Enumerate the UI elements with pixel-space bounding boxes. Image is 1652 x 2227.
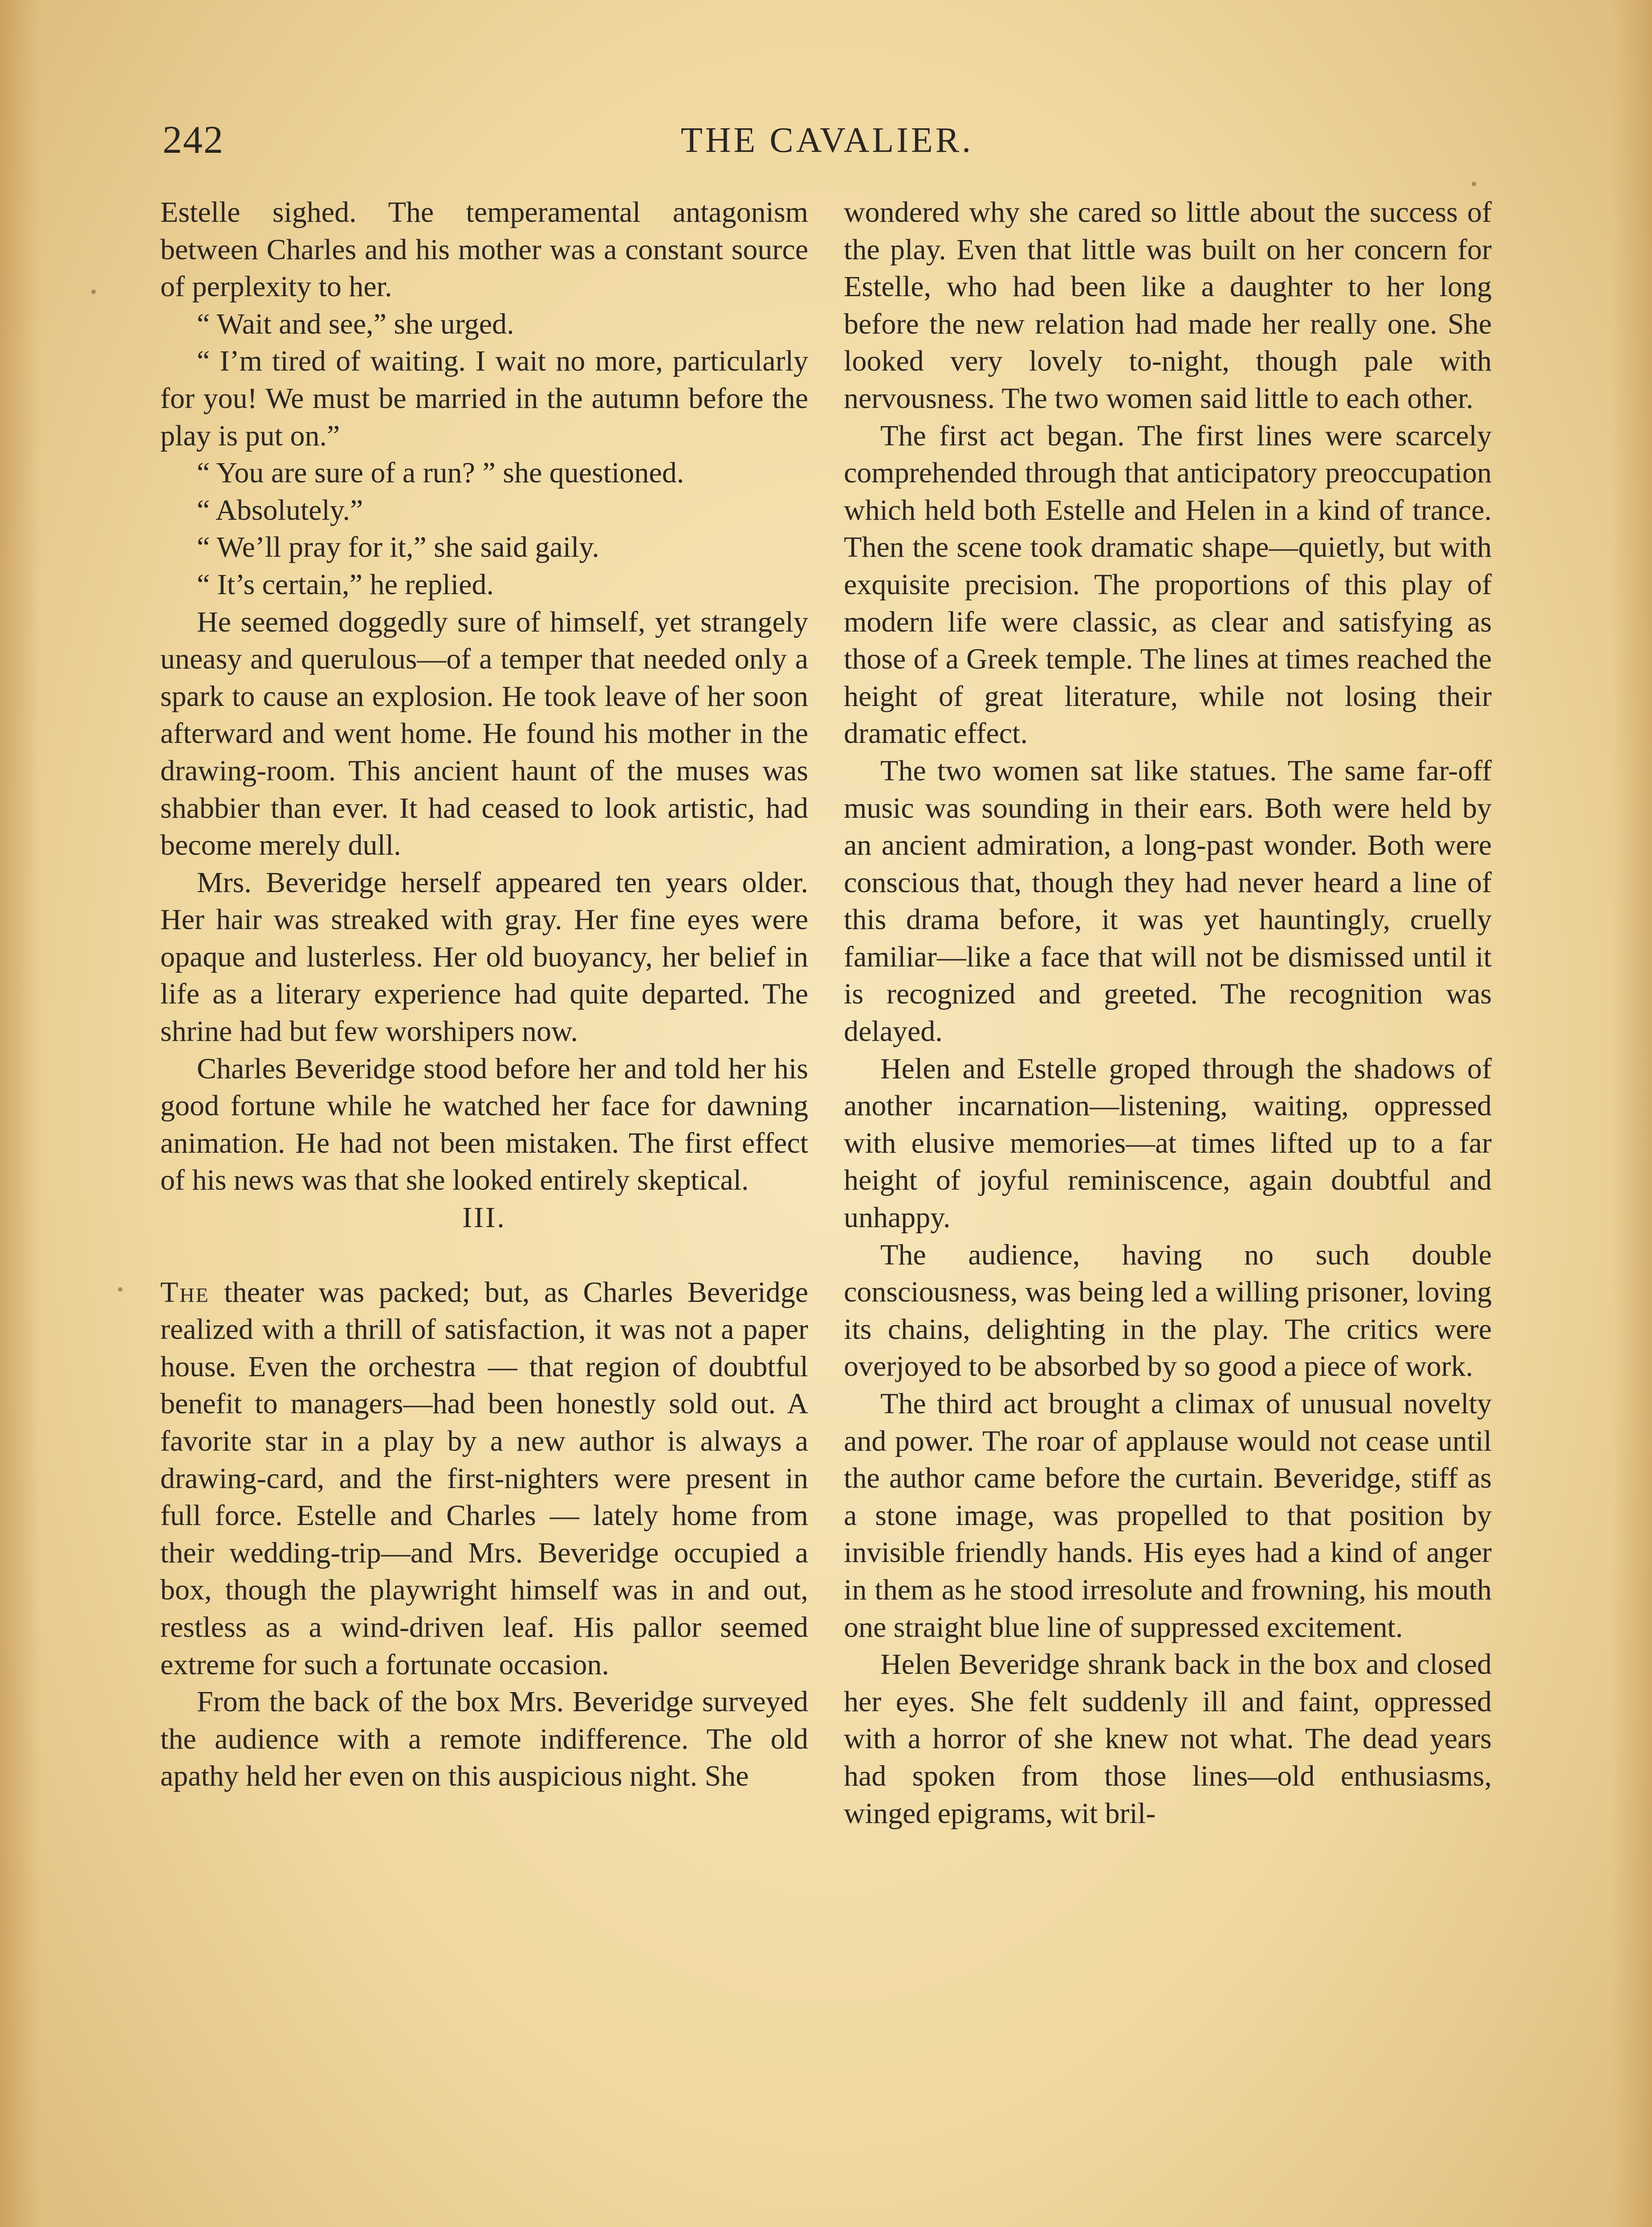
paragraph: The third act brought a climax of unusual novelty and power. The roar of applause would not cease until the author came before the curtain. Beveridge, stiff as a stone image, was propelled to that position by invisible friendly hands. His eyes had a kind of anger in them as he stood irresolute and frowning, his mouth one straight blue line of suppressed excitement. [844,1387,1492,1644]
paper-speck [118,1287,122,1292]
drop-lead-word: The [160,1276,210,1309]
paragraph: The two women sat like statues. The same far-off music was sounding in their ears. Both were held by an ancient admiration, a long-past wonder. Both were conscious that, though they had never heard a line of this drama before, it was yet hauntingly, cruelly familiar—like a face that will not be dismissed until it is recognized and greeted. The recognition was delayed. [844,754,1492,1048]
section-opening-paragraph [160,1274,808,1684]
page-number: 242 [163,118,224,162]
paragraph: Helen and Estelle groped through the shadows of another incarnation—listening, waiting, oppressed with elusive memories—at times lifted up to a far height of joyful reminiscence, again doubtful and unhappy. [844,1052,1492,1234]
page-header [163,111,1492,169]
paragraph: “ It’s certain,” he replied. [197,568,494,601]
paper-speck [1472,182,1476,186]
paragraph: The audience, having no such double consciousness, was being led a willing prisoner, loving its chains, delighting in the play. The critics were overjoyed to be absorbed by so good a piece of work. [844,1238,1492,1383]
right-text-column [844,194,1492,1832]
paragraph: wondered why she cared so little about the success of the play. Even that little was built on her concern for Estelle, who had been like a daughter to her long before the new relation had made her really one. She looked very lovely to-night, though pale with nervousness. The two women said little to each other. [844,196,1492,415]
paragraph: “ I’m tired of waiting. I wait no more, particularly for you! We must be married in the autumn before the play is put on.” [160,345,808,452]
paragraph: Helen Beveridge shrank back in the box and closed her eyes. She felt suddenly ill and faint, oppressed with a horror of she knew not what. The dead years had spoken from those lines—old enthusiasms, winged epigrams, wit bril- [844,1648,1492,1830]
paragraph: Estelle sighed. The temperamental antagonism between Charles and his mother was a constant source of perplexity to her. [160,196,808,303]
paragraph: “ You are sure of a run? ” she questioned. [197,457,684,489]
paragraph: Charles Beveridge stood before her and told her his good fortune while he watched her face for dawning animation. He had not been mistaken. The first effect of his news was that she looked entirely skeptical. [160,1052,808,1197]
paragraph: He seemed doggedly sure of himself, yet strangely uneasy and querulous—of a temper that needed only a spark to cause an explosion. He took leave of her soon afterward and went home. He found his mother in the drawing-room. This ancient haunt of the muses was shabbier than ever. It had ceased to look artistic, had become merely dull. [160,605,808,862]
paragraph: The first act began. The first lines were scarcely comprehended through that anticipatory preoccupation which held both Estelle and Helen in a kind of trance. Then the scene took dramatic shape—quietly, but with exquisite precision. The proportions of this play of modern life were classic, as clear and satisfying as those of a Greek temple. The lines at times reached the height of great literature, while not losing their dramatic effect. [844,419,1492,750]
paragraph: “ Absolutely.” [197,494,363,526]
paper-speck [91,290,96,294]
paragraph: “ Wait and see,” she urged. [197,307,514,340]
running-title: THE CAVALIER. [680,121,974,160]
left-text-column [160,194,808,1795]
section-heading: III. [462,1201,506,1234]
paragraph: “ We’ll pray for it,” she said gaily. [197,531,599,564]
paper-edge-left [0,0,40,2227]
paragraph: From the back of the box Mrs. Beveridge surveyed the audience with a remote indifference. The old apathy held her even on this auspicious night. She [160,1685,808,1793]
section-opening-text: theater was packed; but, as Charles Beveridge realized with a thrill of satisfaction, it was not a paper house. Even the orchestra — that region of doubtful benefit to managers—had been honestly sold out. A favorite star in a play by a new author is always a drawing-card, and the first-nighters were present in full force. Estelle and Charles — lately home from their wedding-trip—and Mrs. Beveridge occupied a box, though the playwright himself was in and out, restless as a wind-driven leaf. His pallor seemed extreme for such a fortunate occasion. [160,1276,808,1681]
paper-edge-right [1612,0,1652,2227]
paragraph: Mrs. Beveridge herself appeared ten years older. Her hair was streaked with gray. Her fine eyes were opaque and lusterless. Her old buoyancy, her belief in life as a literary experience had quite departed. The shrine had but few worshipers now. [160,866,808,1048]
